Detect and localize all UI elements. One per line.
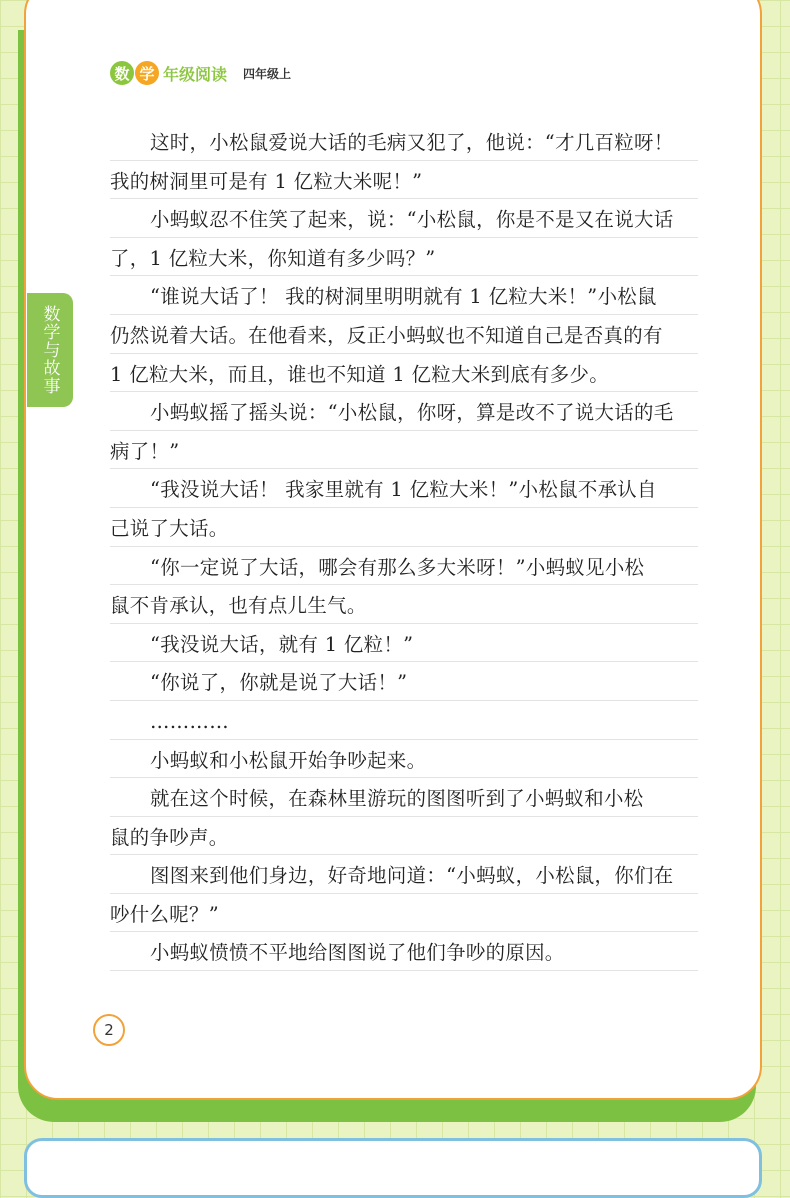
section-side-tab: [27, 293, 73, 407]
text-line: 己说了大话。: [110, 508, 698, 547]
text-line: 鼠的争吵声。: [110, 817, 698, 856]
text-line: 小蚂蚁愤愤不平地给图图说了他们争吵的原因。: [110, 932, 698, 971]
text-line: 1 亿粒大米，而且，谁也不知道 1 亿粒大米到底有多少。: [110, 354, 698, 393]
grade-label: 四年级上: [243, 66, 292, 81]
text-line: 图图来到他们身边，好奇地问道：“小蚂蚁，小松鼠，你们在: [110, 855, 698, 894]
series-char-badge-2: 学: [135, 61, 159, 85]
series-char-badge-1: 数: [110, 61, 134, 85]
text-line: 病了！”: [110, 431, 698, 470]
series-title: 年级阅读: [163, 64, 228, 84]
story-text: [110, 122, 698, 971]
text-line: 就在这个时候，在森林里游玩的图图听到了小蚂蚁和小松: [110, 778, 698, 817]
series-header: [110, 58, 291, 88]
text-line: “你说了，你就是说了大话！”: [110, 662, 698, 701]
text-line: 小蚂蚁和小松鼠开始争吵起来。: [110, 740, 698, 779]
text-line: “谁说大话了！ 我的树洞里明明就有 1 亿粒大米！”小松鼠: [110, 276, 698, 315]
page-number: 2: [93, 1014, 125, 1046]
text-line: 这时，小松鼠爱说大话的毛病又犯了，他说：“才几百粒呀！: [110, 122, 698, 161]
text-line: 小蚂蚁忍不住笑了起来，说：“小松鼠，你是不是又在说大话: [110, 199, 698, 238]
section-tab-label: 数学与故事: [39, 305, 60, 395]
text-line: 仍然说着大话。在他看来，反正小蚂蚁也不知道自己是否真的有: [110, 315, 698, 354]
text-line: “我没说大话，就有 1 亿粒！”: [110, 624, 698, 663]
text-line: “你一定说了大话，哪会有那么多大米呀！”小蚂蚁见小松: [110, 547, 698, 586]
text-line: 鼠不肯承认，也有点儿生气。: [110, 585, 698, 624]
text-line: 了，1 亿粒大米，你知道有多少吗？”: [110, 238, 698, 277]
text-line: 我的树洞里可是有 1 亿粒大米呢！”: [110, 161, 698, 200]
text-line: “我没说大话！ 我家里就有 1 亿粒大米！”小松鼠不承认自: [110, 469, 698, 508]
next-page-edge: [24, 1138, 762, 1198]
text-line: 小蚂蚁摇了摇头说：“小松鼠，你呀，算是改不了说大话的毛: [110, 392, 698, 431]
text-line: 吵什么呢？”: [110, 894, 698, 933]
text-line: …………: [110, 701, 698, 740]
